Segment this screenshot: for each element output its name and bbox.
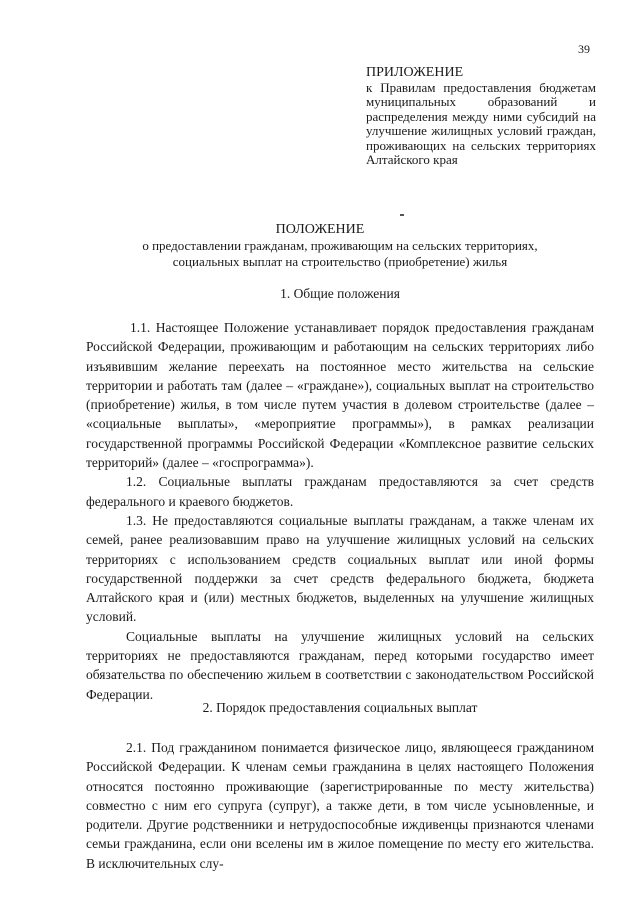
document-title: ПОЛОЖЕНИЕ (275, 222, 365, 237)
section-1-body (86, 318, 594, 704)
document-subtitle (110, 238, 570, 270)
scan-mark (400, 214, 404, 216)
paragraph-1-3: 1.3. Не предоставляются социальные выплаты гражданам, а также членам их семей, ранее реализовавшим право на улучшение жилищных условий на сельских территориях с использованием средств социальных выплат или иной формы государственной поддержки за счет средств федерального бюджета, бюджета Алтайского края и (или) местных бюджетов, выделенных на улучшение жилищных условий. (86, 512, 594, 625)
paragraph-1-2: 1.2. Социальные выплаты гражданам предоставляются за счет средств федерального и краевого бюджетов. (86, 474, 594, 509)
paragraph-1-3-cont: Социальные выплаты на улучшение жилищных условий на сельских территориях не предоставляются гражданам, перед которыми государство имеет обязательства по обеспечению жильем в соответствии с законодательством Российской Федерации. (86, 628, 594, 702)
appendix-text: к Правилам предоставления бюджетам муниципальных образований и распределения между ними субсидий на улучшение жилищных условий граждан, проживающих на сельских территориях Алтайского края (366, 79, 596, 167)
paragraph-2-1: 2.1. Под гражданином понимается физическое лицо, являющееся гражданином Российской Федерации. К членам семьи гражданина в целях настоящего Положения относятся постоянно проживающие (зарегистрированные по месту жительства) совместно с ним его супруга (супруг), а также дети, в том числе усыновленные, и родители. Другие родственники и нетрудоспособные иждивенцы признаются членами семьи гражданина, если они вселены им в жилое помещение по месту его жительства. В исключительных слу- (86, 740, 594, 871)
subtitle-line-2: социальных выплат на строительство (приобретение) жилья (172, 254, 508, 269)
section-1-heading: 1. Общие положения (280, 286, 400, 301)
appendix-title: ПРИЛОЖЕНИЕ (366, 65, 464, 80)
subtitle-line-1: о предоставлении гражданам, проживающим на сельских территориях, (142, 238, 538, 253)
page-number: 39 (578, 42, 590, 56)
appendix-block (366, 66, 596, 168)
paragraph-1-1: 1.1. Настоящее Положение устанавливает порядок предоставления гражданам Российской Федерации, проживающим и работающим на сельских территориях либо изъявившим желание переехать на постоянное место жительства на сельские территории и работать там (далее – «граждане»), социальных выплат на строительство (приобретение) жилья, в том числе путем участия в долевом строительстве (далее – «социальные выплаты», «мероприятие программы»), в рамках реализации государственной программы Российской Федерации «Комплексное развитие сельских территорий» (далее – «госпрограмма»). (86, 320, 594, 471)
section-2-heading: 2. Порядок предоставления социальных выплат (202, 700, 478, 715)
section-2-body (86, 738, 594, 873)
